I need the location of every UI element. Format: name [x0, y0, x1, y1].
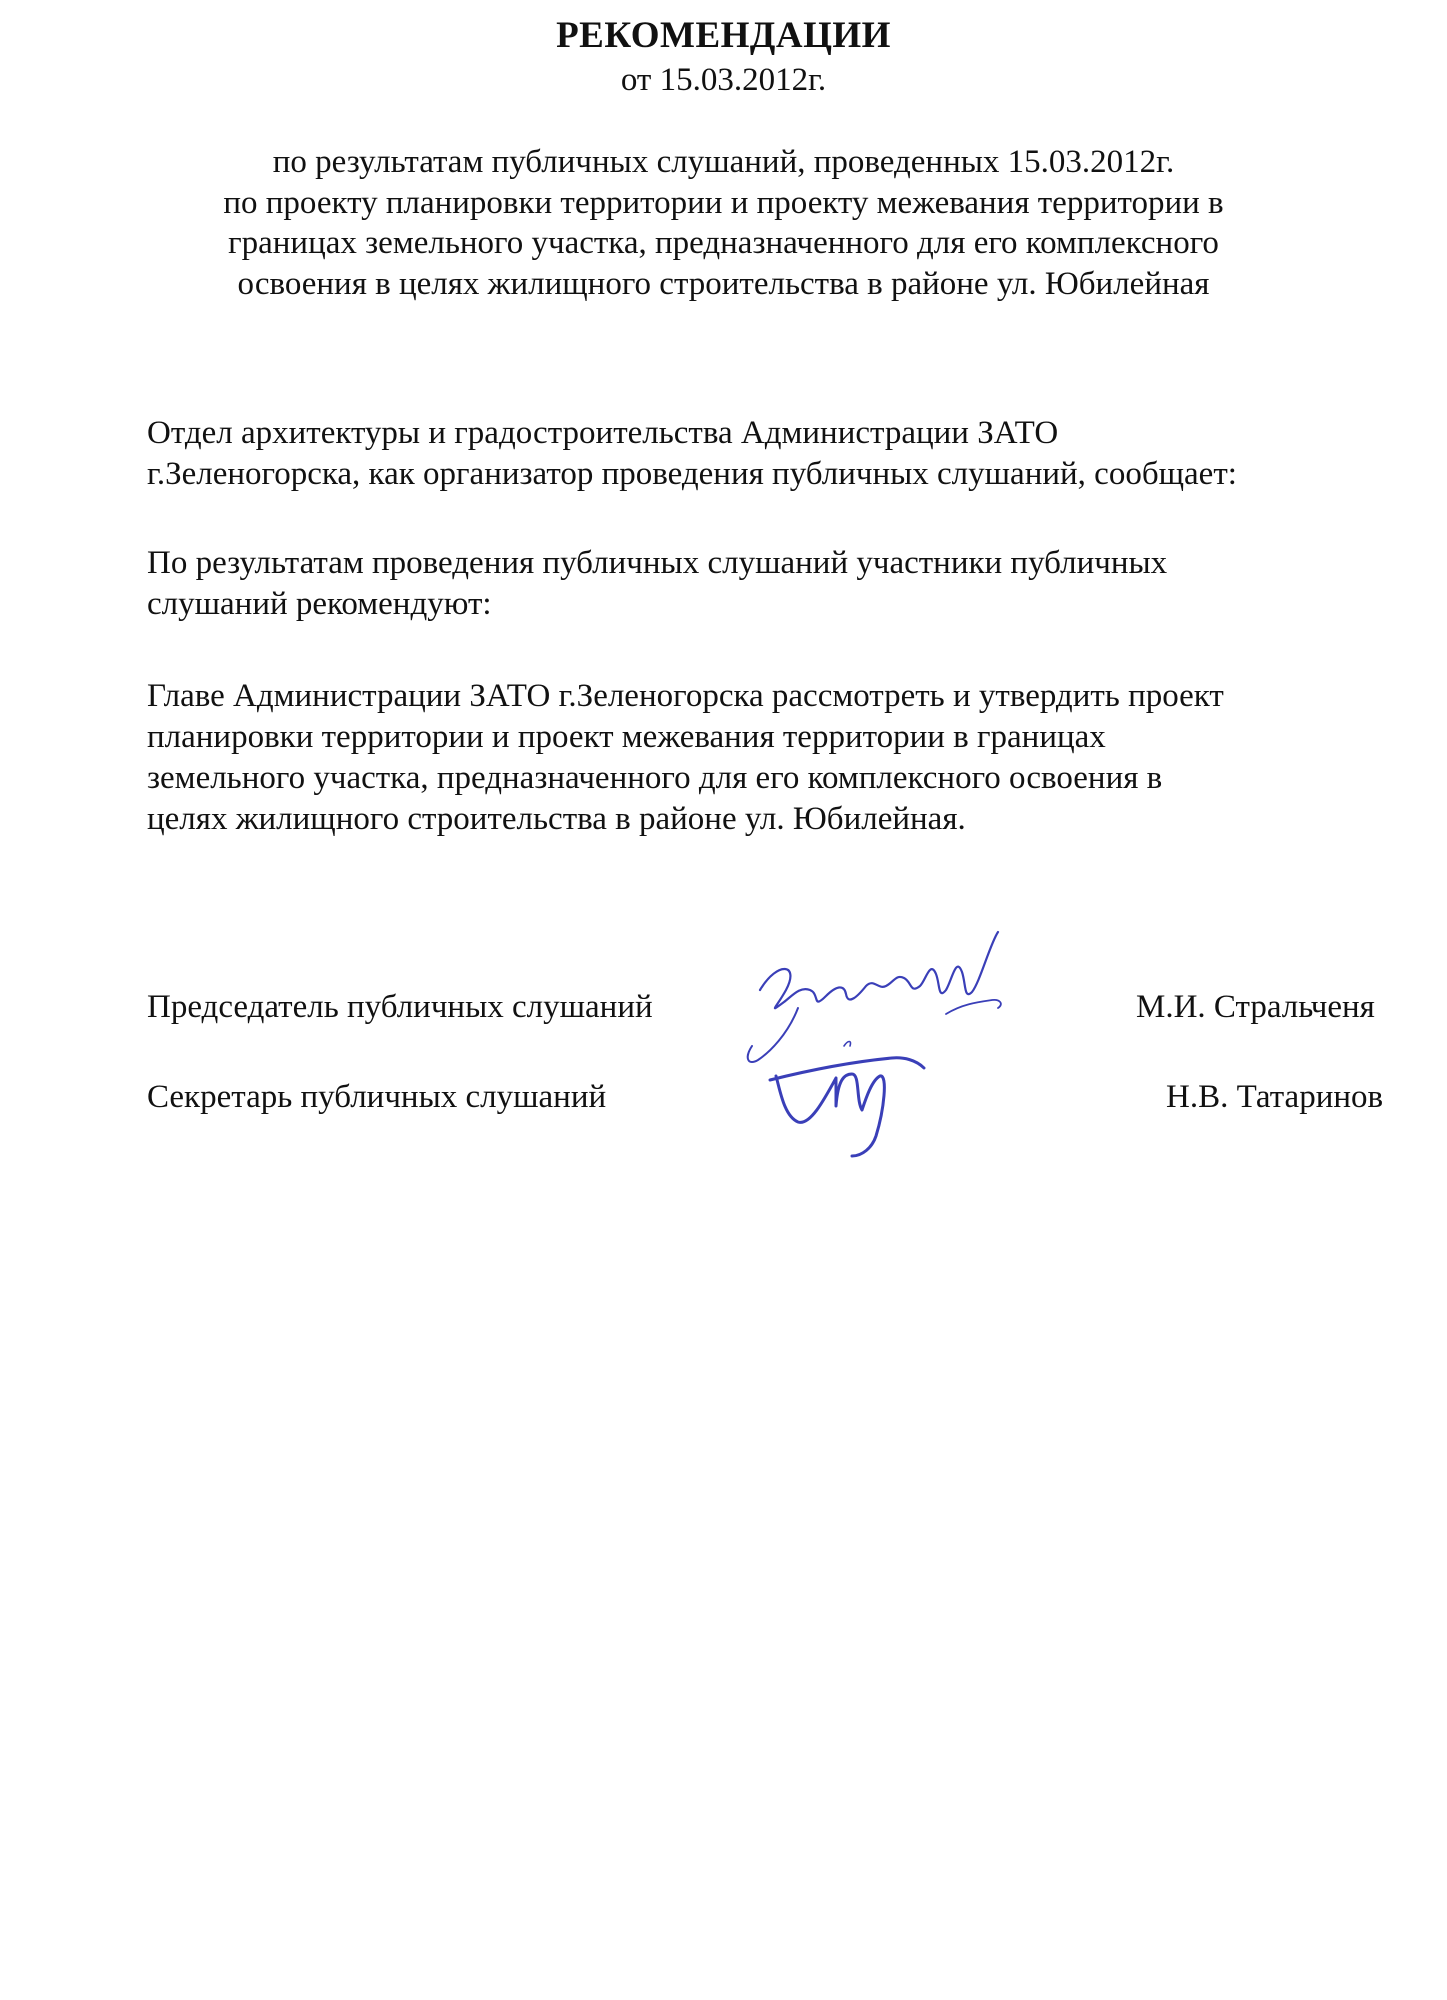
document-subject	[150, 142, 1297, 304]
secretary-signature-stroke	[776, 1074, 884, 1156]
subject-line: по результатам публичных слушаний, проведенных 15.03.2012г.	[272, 144, 1175, 180]
document-date: от 15.03.2012г.	[620, 62, 827, 98]
chair-signature-stroke	[946, 1000, 1001, 1014]
paragraph-line: планировки территории и проект межевания территории в границах	[147, 719, 1106, 755]
chair-name: М.И. Стральченя	[1136, 989, 1375, 1025]
paragraph-line: Отдел архитектуры и градостроительства Администрации ЗАТО	[147, 415, 1059, 451]
chair-signature-stroke	[760, 932, 998, 1008]
subject-line: освоения в целях жилищного строительства в районе ул. Юбилейная	[237, 265, 1210, 302]
paragraph-line: слушаний рекомендуют:	[147, 586, 492, 622]
results-paragraph	[147, 543, 1427, 625]
document-title: РЕКОМЕНДАЦИИ	[556, 15, 891, 56]
paragraph-line: земельного участка, предназначенного для его комплексного освоения в	[147, 760, 1163, 796]
organizer-paragraph	[147, 413, 1427, 495]
subject-line: границах земельного участка, предназначенного для его комплексного	[228, 225, 1219, 261]
handwritten-signatures	[740, 930, 1140, 1160]
recommendation-paragraph	[147, 676, 1427, 840]
chair-role: Председатель публичных слушаний	[147, 989, 653, 1025]
secretary-role: Секретарь публичных слушаний	[147, 1079, 607, 1115]
paragraph-line: Главе Администрации ЗАТО г.Зеленогорска рассмотреть и утвердить проект	[147, 678, 1224, 714]
paragraph-line: целях жилищного строительства в районе ул. Юбилейная.	[147, 801, 966, 837]
secretary-name: Н.В. Татаринов	[1166, 1079, 1384, 1115]
paragraph-line: г.Зеленогорска, как организатор проведения публичных слушаний, сообщает:	[147, 456, 1237, 492]
subject-line: по проекту планировки территории и проекту межевания территории в	[223, 184, 1224, 221]
chair-signature-stroke	[844, 1042, 851, 1047]
paragraph-line: По результатам проведения публичных слушаний участники публичных	[147, 545, 1168, 581]
chair-signature-stroke	[748, 1008, 798, 1062]
